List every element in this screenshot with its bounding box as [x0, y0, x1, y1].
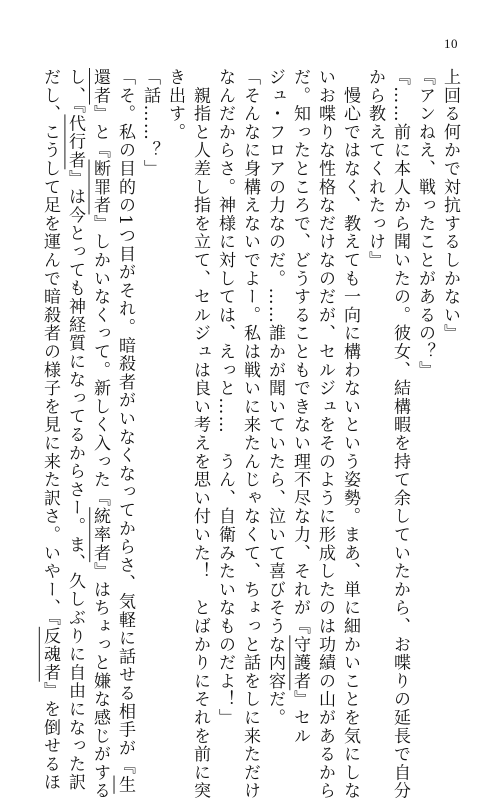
text-line	[87, 68, 112, 800]
text-line	[387, 68, 412, 800]
text-segment: き出す。	[165, 68, 185, 142]
title-term: 反魂者	[40, 626, 60, 682]
text-segment: から教えてくれたっけ』	[365, 68, 385, 270]
text-line	[37, 68, 62, 792]
text-segment: いお喋りな性格なだけなのだが、セルジュをそのように形成したのは功績の山があるから	[315, 68, 335, 800]
text-segment: 「そ。私の目的の1つ目がそれ。暗殺者がいなくなってからさ、気軽に話せる相手が『	[115, 68, 135, 776]
title-term: 守護者	[290, 635, 310, 691]
text-segment: だし、こうして足を運んで暗殺者の様子を見に来た訳さ。いやー、『	[40, 68, 60, 627]
text-line	[137, 68, 162, 668]
text-line	[237, 68, 262, 800]
title-term: 還者	[90, 68, 110, 105]
text-line	[212, 68, 237, 727]
title-term: 断罪者	[90, 159, 110, 215]
text-segment: 』しかいなくって。新しく入った『	[90, 214, 110, 508]
page-number: 10	[444, 36, 458, 51]
text-line	[162, 68, 187, 668]
text-segment: 慢心ではなく、教えても一向に構わないという姿勢。まあ、単に細かいことを気にしな	[340, 68, 360, 800]
text-line	[62, 68, 87, 792]
title-term: 生	[115, 775, 135, 794]
text-line	[262, 68, 287, 727]
text-segment: し、『	[65, 68, 85, 115]
text-segment: なんだからさ。神様に対しては、えっと…… うん、自衛みたいなものだよ！」	[215, 68, 235, 727]
vertical-body-text	[40, 68, 462, 800]
title-term: 代行者	[65, 114, 85, 170]
text-segment: 』を倒せるほ	[40, 681, 60, 792]
title-term: 統率者	[90, 507, 110, 563]
text-segment: ジュ・フロアの力なのだ。……誰かが聞いていたら、泣いて喜びそうな内容だ。	[265, 68, 285, 727]
text-line	[412, 68, 437, 668]
text-line	[187, 68, 212, 800]
text-segment: 『……前に本人から聞いたの。彼女、結構暇を持て余していたから、お喋りの延長で自分	[390, 68, 410, 800]
text-line	[312, 68, 337, 800]
text-segment: 』セル	[290, 690, 310, 746]
text-segment: 親指と人差し指を立て、セルジュは良い考えを思い付いた！ とばかりにそれを前に突	[190, 68, 210, 800]
text-segment: 』は今とっても神経質になってるからさー。ま、久しぶりに自由になった訳	[65, 169, 85, 792]
text-segment: 』はちょっと嫌な感じがする	[90, 562, 110, 800]
text-line	[287, 68, 312, 746]
text-segment: 』と『	[90, 104, 110, 160]
text-line	[112, 68, 137, 794]
text-segment: 「話……？」	[140, 68, 160, 178]
text-segment: 上回る何かで対抗するしかない』	[440, 68, 460, 343]
text-line	[337, 68, 362, 800]
text-segment: 「そんなに身構えないでよー。私は戦いに来たんじゃなくて、ちょっと話をしに来ただけ	[240, 68, 260, 800]
text-line	[362, 68, 387, 668]
text-segment: 『アンねえ、戦ったことがあるの？』	[415, 68, 435, 380]
text-line	[437, 68, 462, 668]
text-segment: だ。知ったところで、どうすることもできない理不尽な力、それが『	[290, 68, 310, 636]
